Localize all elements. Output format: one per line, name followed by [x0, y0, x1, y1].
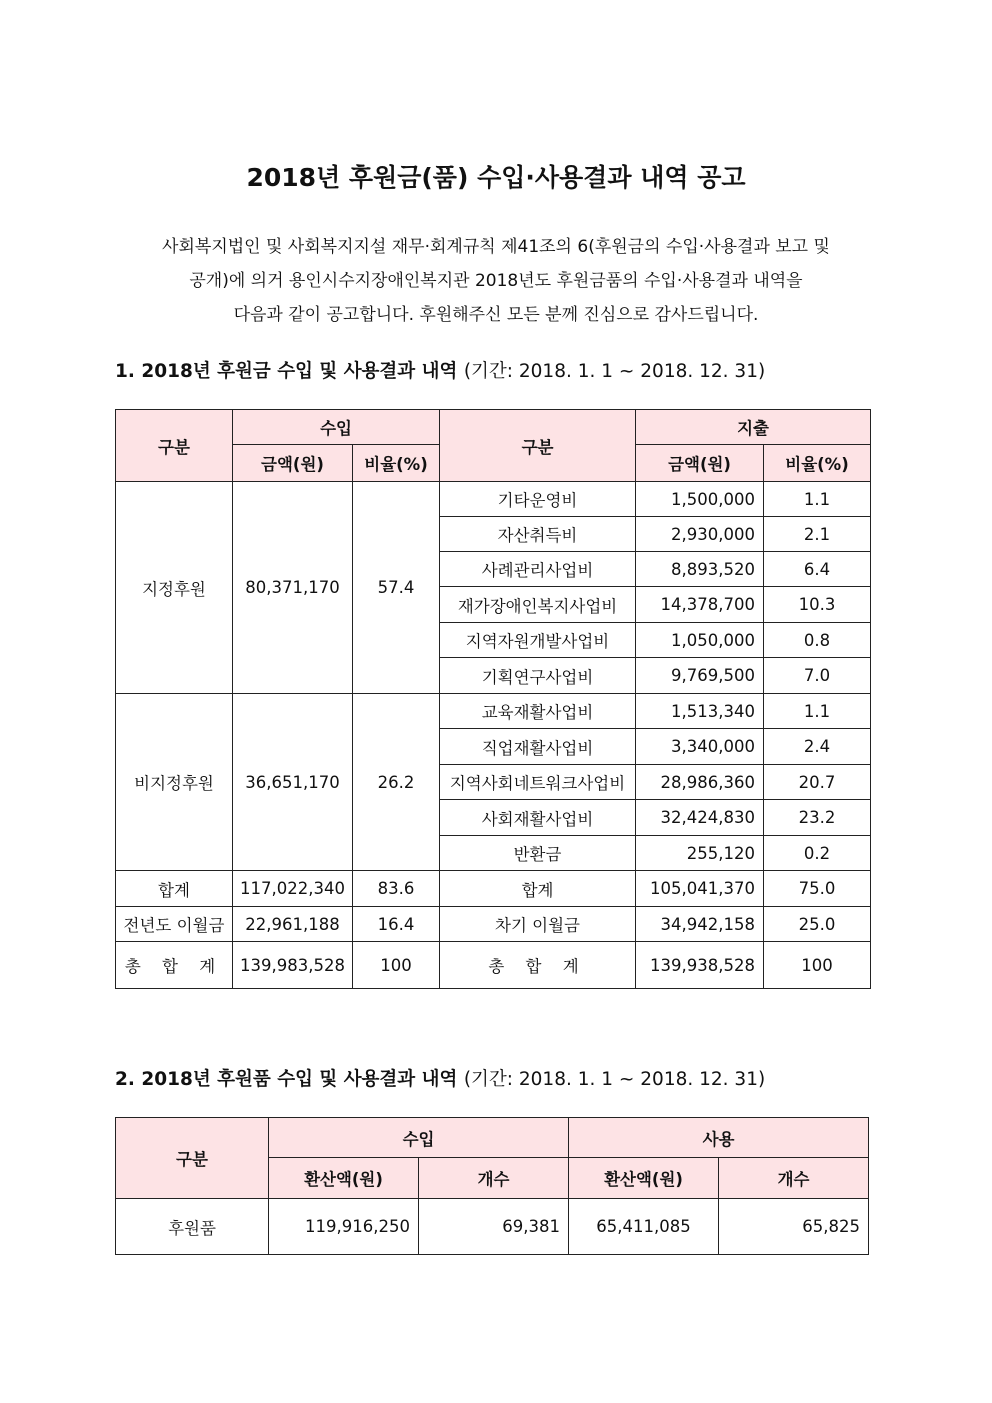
intro-paragraph: [100, 230, 892, 332]
expense-item-name: 교육재활사업비: [440, 694, 636, 729]
header-count: 개수: [719, 1158, 869, 1199]
carry-income-amount: 22,961,188: [233, 907, 353, 942]
group-income-amount: 80,371,170: [233, 482, 353, 694]
header-amount: 금액(원): [233, 445, 353, 482]
goods-name: 후원품: [116, 1199, 269, 1255]
goods-usage-value: 65,411,085: [569, 1199, 719, 1255]
header-count: 개수: [419, 1158, 569, 1199]
group-name: 비지정후원: [116, 694, 233, 871]
subtotal-expense-amount: 105,041,370: [636, 871, 764, 907]
goods-usage-count: 65,825: [719, 1199, 869, 1255]
total-expense-label: 총 합 계: [440, 942, 636, 989]
section2-heading: [115, 1065, 765, 1091]
expense-item-amount: 2,930,000: [636, 517, 764, 552]
expense-item-name: 기타운영비: [440, 482, 636, 517]
total-income-amount: 139,983,528: [233, 942, 353, 989]
total-income-ratio: 100: [353, 942, 440, 989]
expense-item-name: 직업재활사업비: [440, 729, 636, 765]
header-category: 구분: [116, 1118, 269, 1199]
subtotal-income-amount: 117,022,340: [233, 871, 353, 907]
expense-item-name: 기획연구사업비: [440, 658, 636, 694]
carry-income-label: 전년도 이월금: [116, 907, 233, 942]
expense-item-amount: 255,120: [636, 836, 764, 871]
expense-item-name: 반환금: [440, 836, 636, 871]
expense-item-amount: 32,424,830: [636, 800, 764, 836]
expense-item-amount: 1,500,000: [636, 482, 764, 517]
header-expense: 지출: [636, 410, 871, 445]
expense-item-ratio: 23.2: [764, 800, 871, 836]
total-expense-amount: 139,938,528: [636, 942, 764, 989]
expense-item-amount: 9,769,500: [636, 658, 764, 694]
carry-income-ratio: 16.4: [353, 907, 440, 942]
carry-expense-label: 차기 이월금: [440, 907, 636, 942]
subtotal-income-label: 합계: [116, 871, 233, 907]
intro-line: 공개)에 의거 용인시수지장애인복지관 2018년도 후원금품의 수입·사용결과 내역을: [189, 271, 803, 291]
donation-money-table: [115, 409, 871, 989]
group-name: 지정후원: [116, 482, 233, 694]
section2-period: (기간: 2018. 1. 1 ~ 2018. 12. 31): [463, 1069, 766, 1090]
group-income-amount: 36,651,170: [233, 694, 353, 871]
section2-title: 2. 2018년 후원품 수입 및 사용결과 내역: [115, 1069, 458, 1090]
goods-income-value: 119,916,250: [269, 1199, 419, 1255]
header-usage: 사용: [569, 1118, 869, 1158]
expense-item-ratio: 1.1: [764, 482, 871, 517]
total-income-label: 총 합 계: [116, 942, 233, 989]
table-row: [116, 482, 871, 517]
carryover-row: [116, 907, 871, 942]
header-value: 환산액(원): [569, 1158, 719, 1199]
subtotal-expense-ratio: 75.0: [764, 871, 871, 907]
expense-item-ratio: 2.1: [764, 517, 871, 552]
expense-item-amount: 1,050,000: [636, 623, 764, 658]
page-title: 2018년 후원금(품) 수입·사용결과 내역 공고: [246, 163, 746, 192]
expense-item-name: 지역자원개발사업비: [440, 623, 636, 658]
expense-item-ratio: 1.1: [764, 694, 871, 729]
expense-item-ratio: 6.4: [764, 552, 871, 587]
expense-item-name: 재가장애인복지사업비: [440, 587, 636, 623]
carry-expense-ratio: 25.0: [764, 907, 871, 942]
total-expense-ratio: 100: [764, 942, 871, 989]
header-ratio: 비율(%): [764, 445, 871, 482]
group-income-ratio: 26.2: [353, 694, 440, 871]
expense-item-name: 사례관리사업비: [440, 552, 636, 587]
donation-goods-table: [115, 1117, 869, 1255]
section1-title: 1. 2018년 후원금 수입 및 사용결과 내역: [115, 361, 458, 382]
intro-line: 사회복지법인 및 사회복지지설 재무·회계규칙 제41조의 6(후원금의 수입·사용결과 보고 및: [162, 237, 830, 257]
header-income: 수입: [269, 1118, 569, 1158]
expense-item-ratio: 7.0: [764, 658, 871, 694]
goods-income-count: 69,381: [419, 1199, 569, 1255]
subtotal-income-ratio: 83.6: [353, 871, 440, 907]
header-ratio: 비율(%): [353, 445, 440, 482]
subtotal-expense-label: 합계: [440, 871, 636, 907]
section1-heading: [115, 357, 765, 383]
expense-item-ratio: 20.7: [764, 765, 871, 800]
intro-line: 다음과 같이 공고합니다. 후원해주신 모든 분께 진심으로 감사드립니다.: [233, 305, 759, 325]
expense-item-ratio: 0.2: [764, 836, 871, 871]
expense-item-amount: 8,893,520: [636, 552, 764, 587]
expense-item-ratio: 2.4: [764, 729, 871, 765]
section1-period: (기간: 2018. 1. 1 ~ 2018. 12. 31): [463, 361, 766, 382]
expense-item-amount: 28,986,360: [636, 765, 764, 800]
table-row: [116, 1199, 869, 1255]
header-category: 구분: [116, 410, 233, 482]
expense-item-amount: 3,340,000: [636, 729, 764, 765]
expense-item-ratio: 10.3: [764, 587, 871, 623]
expense-item-name: 지역사회네트워크사업비: [440, 765, 636, 800]
expense-item-amount: 14,378,700: [636, 587, 764, 623]
expense-item-name: 사회재활사업비: [440, 800, 636, 836]
total-row: [116, 942, 871, 989]
group-income-ratio: 57.4: [353, 482, 440, 694]
header-amount: 금액(원): [636, 445, 764, 482]
header-value: 환산액(원): [269, 1158, 419, 1199]
expense-item-amount: 1,513,340: [636, 694, 764, 729]
table-row: [116, 694, 871, 729]
expense-item-ratio: 0.8: [764, 623, 871, 658]
expense-item-name: 자산취득비: [440, 517, 636, 552]
header-category: 구분: [440, 410, 636, 482]
header-income: 수입: [233, 410, 440, 445]
subtotal-row: [116, 871, 871, 907]
carry-expense-amount: 34,942,158: [636, 907, 764, 942]
